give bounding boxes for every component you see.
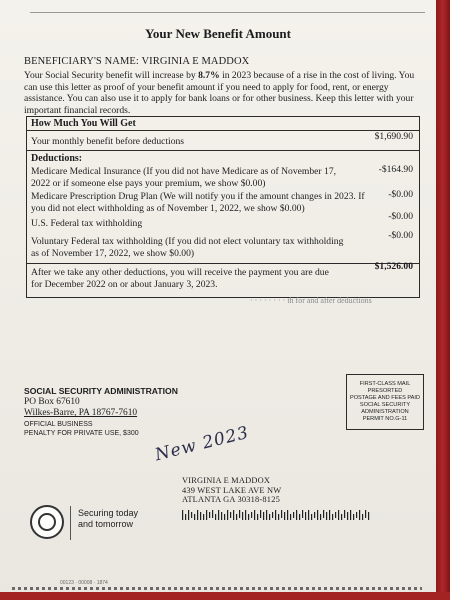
table-divider bbox=[27, 263, 419, 264]
indicia-line: FIRST-CLASS MAIL bbox=[359, 381, 411, 387]
intro-text-2: in 2023 because of a rise in the cost of living. You can use this letter as proof of your benefit amount if you need to apply for food, rent, or energy assistance. You can also use it to apply for bank loans or for other business. Keep this letter with your important financial records. bbox=[24, 70, 415, 116]
recipient-city: ATLANTA GA 30318-8125 bbox=[182, 495, 280, 505]
letter-title: Your New Benefit Amount bbox=[144, 26, 291, 41]
tagline-line: and tomorrow bbox=[78, 519, 134, 529]
seal-inner-ring bbox=[38, 513, 56, 531]
fold-text: · · · · · · · · th for and after deductions bbox=[250, 296, 372, 305]
deduction-amount: -$0.00 bbox=[388, 230, 413, 241]
ssa-seal-icon bbox=[30, 505, 64, 539]
indicia-line: PERMIT NO.G-11 bbox=[362, 416, 408, 422]
sender-city: Wilkes-Barre, PA 18767-7610 bbox=[24, 408, 138, 419]
total-label: After we take any other deductions, you will receive the payment you are due for December 2022 on or about January 3, 2023. bbox=[31, 267, 329, 290]
tear-line bbox=[12, 587, 422, 590]
penalty-note: PENALTY FOR PRIVATE USE, $300 bbox=[24, 429, 139, 437]
indicia-line: SOCIAL SECURITY bbox=[359, 402, 411, 408]
benefit-table bbox=[26, 116, 420, 298]
indicia-line: PRESORTED bbox=[367, 388, 403, 394]
deduction-label: U.S. Federal tax withholding bbox=[31, 218, 143, 229]
tagline-line: Securing today bbox=[78, 508, 139, 518]
deduction-label: Medicare Medical Insurance (If you did not have Medicare as of November 17, 2022 or if someone else pays your premium, we show $0.00) bbox=[31, 166, 337, 189]
beneficiary-name: BENEFICIARY'S NAME: VIRGINIA E MADDOX bbox=[24, 56, 250, 67]
sender-box: PO Box 67610 bbox=[24, 397, 80, 408]
logo-divider bbox=[70, 506, 71, 540]
deduction-amount: -$164.90 bbox=[378, 164, 413, 175]
deduction-label: Medicare Prescription Drug Plan (We will notify you if the amount changes in 2023. If you did not elect withholding as of November 1, 2022, we show $0.00) bbox=[31, 191, 365, 214]
handwritten-note: New 2023 bbox=[153, 422, 252, 466]
deduction-amount: -$0.00 bbox=[388, 189, 413, 200]
sender-address bbox=[24, 386, 178, 438]
deductions-header: Deductions: bbox=[31, 153, 83, 164]
table-header: How Much You Will Get bbox=[27, 117, 419, 131]
postal-barcode bbox=[182, 510, 372, 520]
monthly-benefit-amount: $1,690.90 bbox=[374, 131, 413, 142]
footnote-code: 00123 · 00008 · 1874 bbox=[60, 580, 108, 586]
postage-indicia bbox=[346, 374, 424, 430]
recipient-street: 439 WEST LAKE AVE NW bbox=[182, 485, 282, 495]
recipient-address bbox=[182, 476, 281, 505]
recipient-name: VIRGINIA E MADDOX bbox=[182, 476, 271, 485]
indicia-line: ADMINISTRATION bbox=[361, 409, 409, 415]
official-business: OFFICIAL BUSINESS bbox=[24, 420, 93, 428]
red-background-edge bbox=[436, 0, 450, 600]
top-rule bbox=[30, 12, 425, 13]
deduction-label: Voluntary Federal tax withholding (If you did not elect voluntary tax withholding as of November 17, 2022, we show $0.00) bbox=[31, 236, 344, 259]
deduction-amount: -$0.00 bbox=[388, 211, 413, 222]
increase-percent: 8.7% bbox=[198, 70, 220, 81]
total-amount: $1,526.00 bbox=[374, 261, 413, 272]
monthly-benefit-label: Your monthly benefit before deductions bbox=[31, 136, 185, 147]
tagline bbox=[78, 508, 138, 530]
indicia-line: POSTAGE AND FEES PAID bbox=[349, 395, 421, 401]
intro-text-1: Your Social Security benefit will increase by bbox=[24, 70, 199, 81]
sender-org: SOCIAL SECURITY ADMINISTRATION bbox=[24, 386, 178, 396]
table-divider bbox=[27, 150, 419, 151]
red-background-bottom bbox=[0, 592, 450, 600]
intro-paragraph bbox=[24, 70, 422, 116]
